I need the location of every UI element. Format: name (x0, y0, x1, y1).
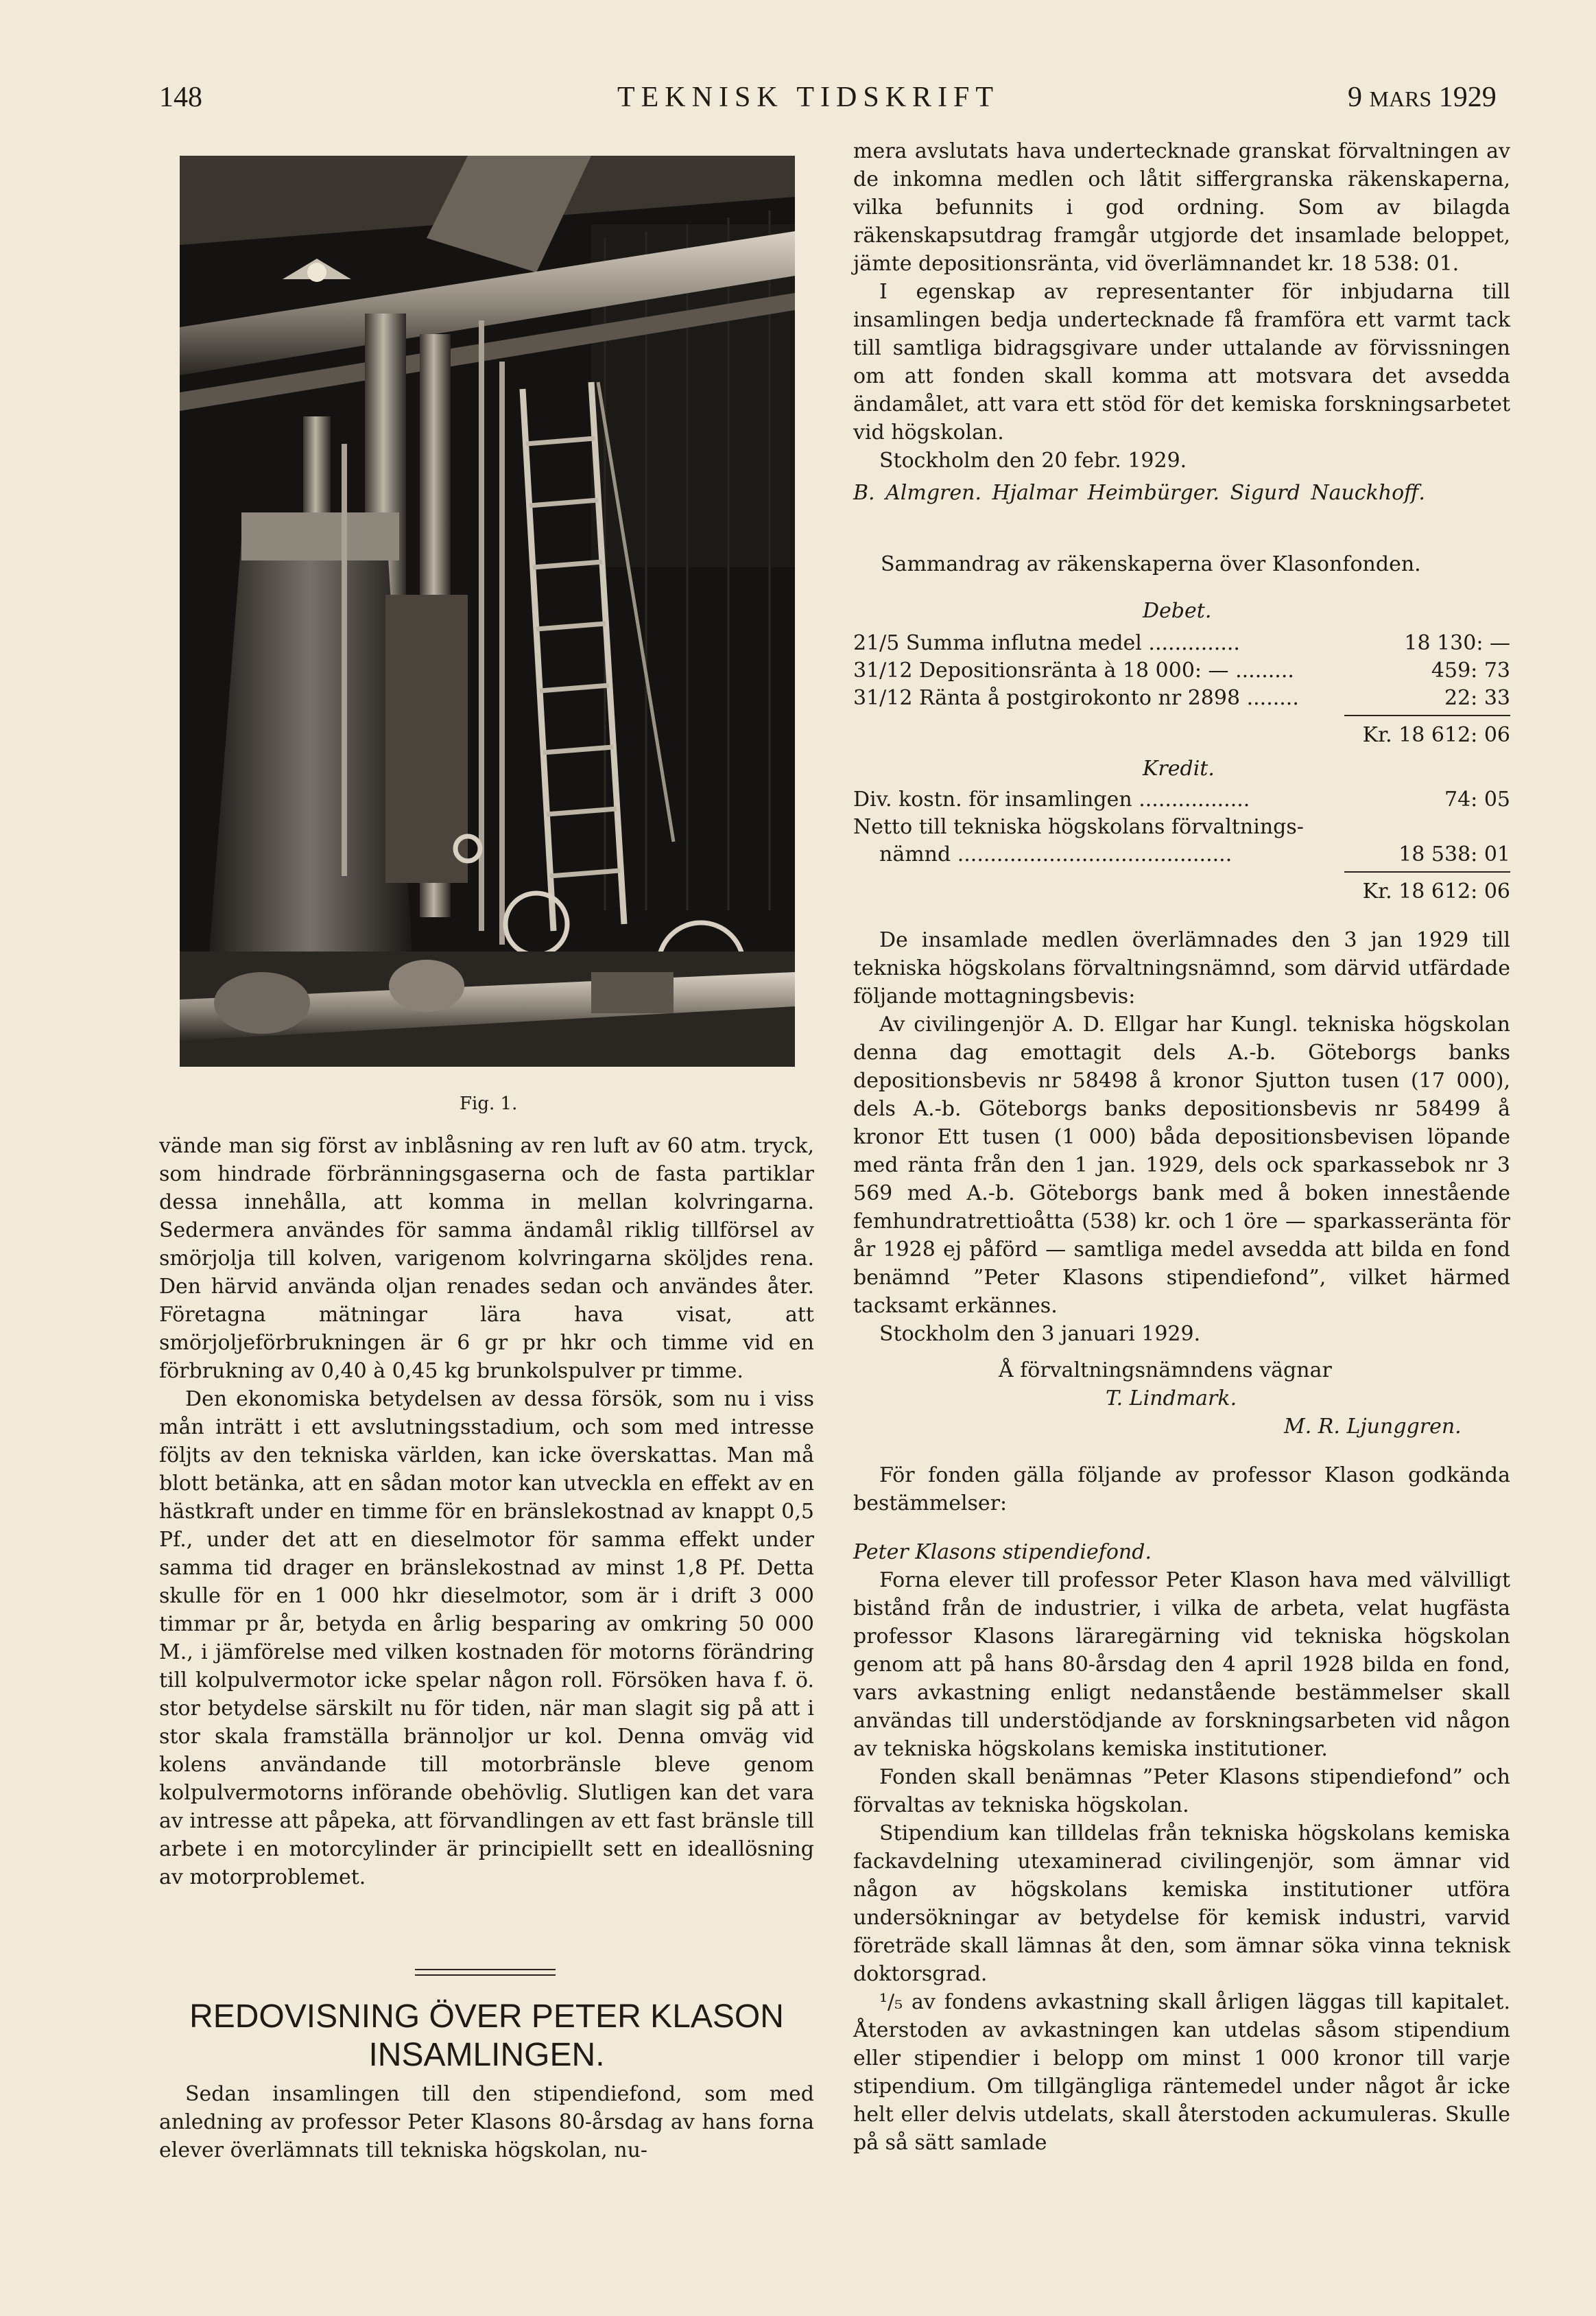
receipt-paragraph: Av civilingenjör A. D. Ellgar har Kungl. tekniska högskolan denna dag emottagit dels A.-b. Göteborgs banks depositionsbevis nr 58498 å kronor Sjutton tusen (17 000), dels A.-b. Göteborgs banks depositionsbevis nr 58499 å kronor Ett tusen (1 000) båda depositionsbevisen löpande med ränta från den 1 jan. 1929, dels ock sparkassebok nr 3 569 med A.-b. Göteborgs bank med å boken innestående femhundratrettioåtta (538) kr. och 1 öre — sparkasseränta för år 1928 ej påförd — samtliga medel avsedda att bilda en fond benämnd ”Peter Klasons stipendiefond”, vilket härmed tacksamt erkännes. (853, 1013, 1510, 1318)
right-paragraph-1: mera avslutats hava undertecknade granskat förvaltningen av de inkomna medlen och låtit siffergranska räkenskaperna, vilka befunnits i god ordning. Som av bilagda räkenskapsutdrag framgår utgjorde det insamlade beloppet, jämte depositionsränta, vid överlämnandet kr. 18 538: 01. (853, 139, 1510, 276)
debet-row-label: 31/12 Depositionsränta à 18 000: — ......... (853, 659, 1294, 683)
issue-date-month: MARS (1369, 86, 1432, 111)
issue-date-day: 9 (1348, 82, 1362, 113)
debet-row (853, 686, 1510, 715)
kredit-total: Kr. 18 612: 06 (1362, 879, 1510, 903)
right-paragraph-7: Fonden skall benämnas ”Peter Klasons stipendiefond” och förvaltas av tekniska högskolan. (853, 1765, 1510, 1817)
right-paragraph-2: I egenskap av representanter för inbjudarna till insamlingen bedja undertecknade få framföra ett varmt tack till samtliga bidragsgivare under uttalande av förvissningen om att fonden skall komma att motsvara det avsedda ändamålet, att vara ett stöd för det kemiska forskningsarbetet vid högskolan. (853, 280, 1510, 445)
signature-lindmark: T. Lindmark. (1106, 1386, 1237, 1410)
kredit-row-2-line2 (853, 842, 1510, 871)
section-heading-line2: INSAMLINGEN. (368, 2037, 605, 2073)
issue-date-year: 1929 (1438, 82, 1497, 113)
right-column-top (853, 137, 1510, 507)
left-paragraph-2: Den ekonomiska betydelsen av dessa försök, som nu i viss mån inträtt i ett avslutningsstadium, och som med intresse följts av den tekniska världen, kan icke överskattas. Man må blott betänka, att en sådan motor kan utveckla en effekt av en hästkraft under en timme för en bränslekostnad av knappt 0,5 Pf., under det att en dieselmotor för samma effekt under samma tid drager en bränslekostnad av minst 1,8 Pf. Detta skulle för en 1 000 hkr dieselmotor, som är i drift 3 000 timmar pr år, betyda en årlig besparing av omkring 50 000 M., i jämförelse med vilken kostnaden för motorns förändring till kolpulvermotor icke spelar någon roll. Försöken hava f. ö. stor betydelse särskilt nu för tiden, när man slagit sig på att i stor skala framställa brännoljor ur kol. Denna omväg vid kolens användande till motorbränsle bleve genom kolpulvermotorns införande obehövlig. Slutligen kan det vara av intresse att påpeka, att förvandlingen av ett fast bränsle till arbete i en motorcylinder är principiellt sett en ideallösning av motorproblemet. (159, 1387, 814, 1889)
heading-rule-bottom (415, 1974, 556, 1976)
section-intro (159, 2080, 814, 2164)
signature-ljunggren: M. R. Ljunggren. (1284, 1415, 1462, 1439)
debet-label: Debet. (1143, 599, 1212, 623)
heading-rule-top (415, 1969, 556, 1970)
summary-title: Sammandrag av räkenskaperna över Klasonfonden. (881, 552, 1421, 576)
debet-row-label: 21/5 Summa influtna medel .............. (853, 631, 1240, 655)
right-paragraph-8: Stipendium kan tilldelas från tekniska högskolans kemiska fackavdelning utexaminerad civilingenjör, som ämnar vid någon av högskolans kemiska institutioner utföra undersökningar av betydelse för kemisk industri, varvid företräde skall lämnas åt den, som ämnar söka vinna teknisk doktorsgrad. (853, 1821, 1510, 1986)
kredit-total-row (853, 879, 1510, 908)
kredit-row-label: nämnd .......................................... (879, 842, 1232, 866)
kredit-sum-rule (1344, 871, 1510, 873)
fund-title: Peter Klasons stipendiefond. (853, 1540, 1152, 1564)
right-paragraph-5: För fonden gälla följande av professor Klason godkända bestämmelser: (853, 1463, 1510, 1515)
debet-row-amount: 22: 33 (1444, 686, 1510, 710)
kredit-row-label: Netto till tekniska högskolans förvaltnings- (853, 815, 1304, 839)
kredit-row (853, 788, 1510, 816)
debet-total: Kr. 18 612: 06 (1362, 723, 1510, 747)
debet-sum-rule (1344, 715, 1510, 716)
right-paragraph-9: ¹/₅ av fondens avkastning skall årligen läggas till kapitalet. Återstoden av avkastningen kan utdelas såsom stipendium eller stipendier i belopp om minst 1 000 kronor till varje stipendium. Om tillgängliga räntemedel under något år icke helt eller delvis utdelats, skall återstoden ackumuleras. Skulle på så sätt samlade (853, 1990, 1510, 2155)
debet-row-amount: 18 130: — (1404, 631, 1510, 655)
board-line: Å förvaltningsnämndens vägnar (999, 1358, 1332, 1382)
signatures-1: B. Almgren. Hjalmar Heimbürger. Sigurd Nauckhoff. (853, 481, 1425, 505)
page-number: 148 (159, 82, 202, 113)
section-heading-line1: REDOVISNING ÖVER PETER KLASON (189, 1998, 784, 2035)
section-intro-text: Sedan insamlingen till den stipendiefond, som med anledning av professor Peter Klasons 80-årsdag av hans forna elever överlämnats till tekniska högskolan, nu- (159, 2082, 814, 2162)
debet-row (853, 631, 1510, 660)
place-date-2: Stockholm den 3 januari 1929. (879, 1322, 1201, 1346)
kredit-row-amount: 74: 05 (1444, 788, 1510, 812)
kredit-row-amount: 18 538: 01 (1398, 842, 1510, 866)
kredit-row-label: Div. kostn. för insamlingen ................. (853, 788, 1250, 812)
right-paragraph-3: De insamlade medlen överlämnades den 3 jan 1929 till tekniska högskolans förvaltningsnämnd, som därvid utfärdade följande mottagningsbevis: (853, 928, 1510, 1008)
debet-row (853, 659, 1510, 687)
debet-row-label: 31/12 Ränta å postgirokonto nr 2898 ........ (853, 686, 1299, 710)
kredit-label: Kredit. (1143, 757, 1215, 781)
debet-total-row (853, 723, 1510, 752)
machinery-photo (180, 156, 795, 1067)
right-paragraph-6: Forna elever till professor Peter Klason hava med välvilligt bistånd från de industrier, i vilka de arbeta, velat hugfästa professor Klasons läraregärning vid tekniska högskolan genom att på hans 80-årsdag den 4 april 1928 bilda en fond, vars avkastning enligt nedanstående bestämmelser skall användas till understödjande av forskningsarbeten vid någon av tekniska högskolans kemiska institutioner. (853, 1568, 1510, 1761)
journal-title: TEKNISK TIDSKRIFT (617, 82, 1000, 113)
issue-date (1348, 81, 1497, 114)
figure-caption: Fig. 1. (460, 1094, 518, 1114)
left-column (159, 1132, 814, 1891)
kredit-row-2-line1 (853, 815, 1510, 844)
place-date-1: Stockholm den 20 febr. 1929. (879, 449, 1187, 473)
left-paragraph-1: vände man sig först av inblåsning av ren luft av 60 atm. tryck, som hindrade förbränningsgaserna och de fasta partiklar dessa innehålla, att komma in mellan kolvringarna. Sedermera användes för samma ändamål riklig tillförsel av smörjolja till kolven, varigenom kolvringarna sköljdes rena. Den härvid använda oljan renades sedan och användes åter. Företagna mätningar lära hava visat, att smörjoljeförbrukningen är 6 gr pr hkr och timme vid en förbrukning av 0,40 à 0,45 kg brunkolspulver pr timme. (159, 1134, 814, 1383)
right-column-bottom (853, 926, 1510, 2157)
debet-row-amount: 459: 73 (1431, 659, 1510, 683)
section-heading (159, 1998, 814, 2075)
